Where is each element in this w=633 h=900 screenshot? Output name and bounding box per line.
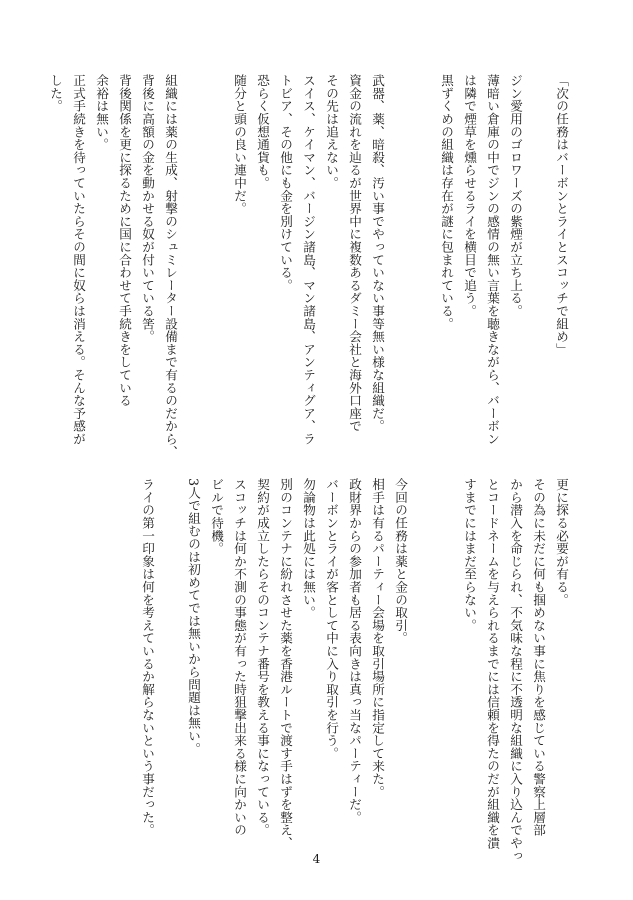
text-line: は隣で煙草を燻らせるライを横目で追う。 xyxy=(462,74,477,318)
text-line: 恐らく仮想通貨も。 xyxy=(255,74,270,190)
text-line: から潜入を命じられ、不気味な程に不透明な組織に入り込んでやっ xyxy=(508,478,523,862)
text-line: 正式手続きを待っていたらその間に奴らは消える。そんな予感が xyxy=(71,74,86,446)
text-line: 資金の流れを辿るが世界中に複数あるダミー会社と海外口座で xyxy=(347,74,362,433)
text-line: スコッチは何か不測の事態が有った時狙撃出来る様に向かいの xyxy=(232,478,247,837)
text-line: ライの第一印象は何を考えているか解らないという事だった。 xyxy=(140,478,155,837)
text-line: とコードネームを与えられるまでには信頼を得たのだが組織を潰 xyxy=(485,478,500,850)
text-line: 相手は有るパーティー会場を取引場所に指定して来た。 xyxy=(370,478,385,798)
text-line: ビルで待機。 xyxy=(209,478,224,555)
text-line xyxy=(389,74,412,470)
page-number: 4 xyxy=(312,852,321,866)
text-line xyxy=(205,74,228,470)
text-line: 別のコンテナに紛れさせた薬を香港ルートで渡す手はずを整え、 xyxy=(278,478,293,850)
lower-text-block xyxy=(136,478,573,862)
text-line: 契約が成立したらそのコンテナ番号を教える事になっている。 xyxy=(255,478,270,837)
text-line: 政財界からの参加者も居る表向きは真っ当なパーティーだ。 xyxy=(347,478,362,824)
text-line: 3人で組むのは初めてでは無いから問題は無い。 xyxy=(186,478,201,756)
text-line xyxy=(159,478,182,848)
text-line xyxy=(435,478,458,848)
text-line: その為に未だに何も掴めない事に焦りを感じている警察上層部 xyxy=(531,478,546,837)
text-line xyxy=(412,74,435,470)
text-line: 黒ずくめの組織は存在が謎に包まれている。 xyxy=(439,74,454,330)
text-line: 背後関係を更に探るために国に合わせて手続きをしている xyxy=(117,74,132,407)
text-line: ジン愛用のゴロワーズの紫煙が立ち上る。 xyxy=(508,74,523,318)
text-line: 更に探る必要が有る。 xyxy=(554,478,569,606)
text-line: 「次の任務はバーボンとライとスコッチで組め」 xyxy=(554,74,569,356)
text-line: 勿論物は此処には無い。 xyxy=(301,478,316,619)
text-line: スイス、ケイマン、バージン諸島、マン諸島、アンティグア、ラ xyxy=(301,74,316,446)
text-line: 薄暗い倉庫の中でジンの感情の無い言葉を聴きながら、バーボン xyxy=(485,74,500,446)
text-line: 武器、薬、暗殺、汚い事でやっていない事等無い様な組織だ。 xyxy=(370,74,385,433)
text-line: その先は追えない。 xyxy=(324,74,339,190)
text-line: 余裕は無い。 xyxy=(94,74,109,151)
text-line: トビア、その他にも金を別けている。 xyxy=(278,74,293,292)
text-line xyxy=(182,74,205,470)
text-line xyxy=(527,74,550,470)
upper-text-block xyxy=(44,74,573,470)
text-line: 背後に高額の金を動かせる奴が付いている筈。 xyxy=(140,74,155,343)
text-line: 随分と頭の良い連中だ。 xyxy=(232,74,247,215)
text-line: 今回の任務は薬と金の取引。 xyxy=(393,478,408,645)
text-line: バーボンとライが客として中に入り取引を行う。 xyxy=(324,478,339,760)
text-line: すまでにはまだ至らない。 xyxy=(462,478,477,632)
text-line: 組織には薬の生成、射撃のシュミレーター設備まで有るのだから、 xyxy=(163,74,178,458)
text-line: した。 xyxy=(48,74,63,113)
text-line xyxy=(412,478,435,848)
